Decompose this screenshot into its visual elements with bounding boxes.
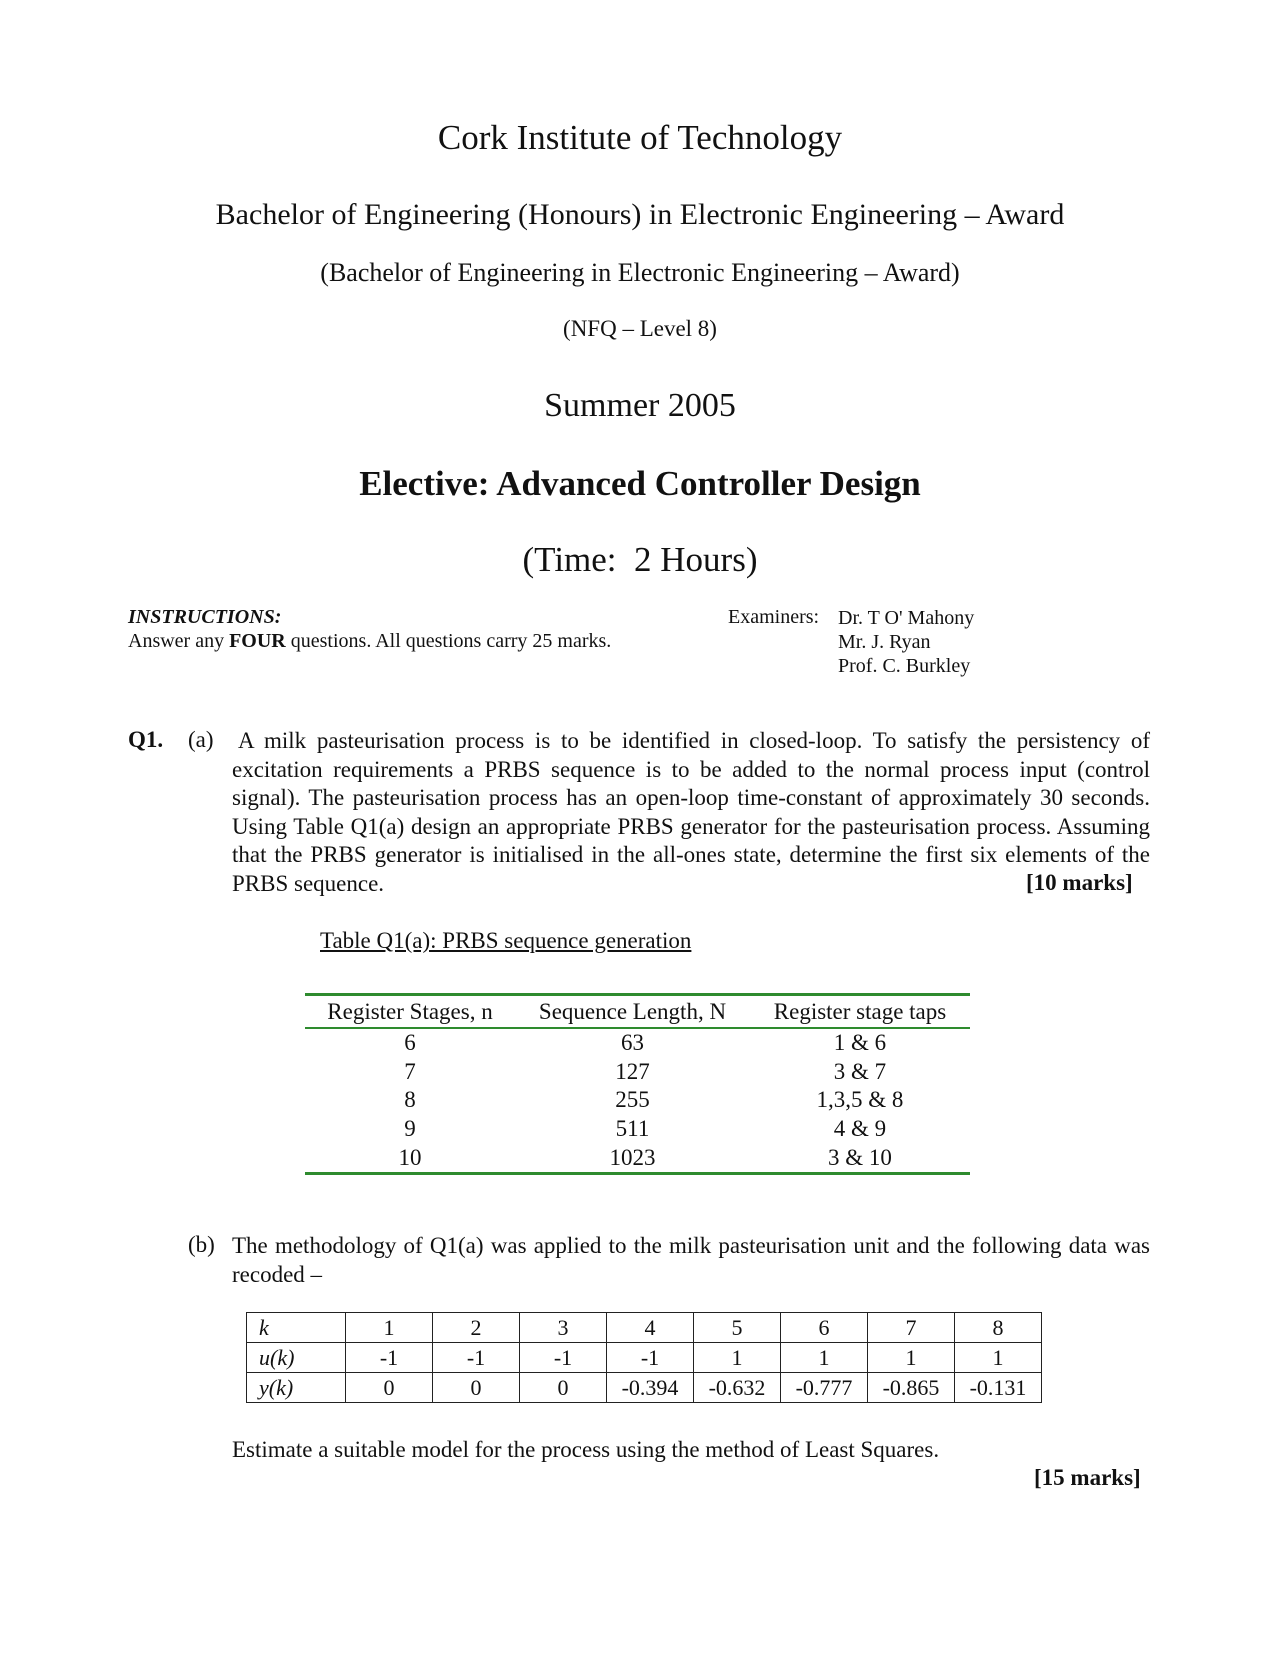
prbs-table: [305, 993, 970, 1175]
part-b-label: (b): [188, 1232, 215, 1257]
data-cell: 0: [433, 1373, 520, 1403]
instructions-text-bold: FOUR: [229, 630, 286, 652]
data-cell: 0: [346, 1373, 433, 1403]
question-label: Q1.: [128, 727, 164, 752]
part-a-body: A milk pasteurisation process is to be identified in closed-loop. To satisfy the persistency of excitation requirements a PRBS sequence is to be added to the normal process input (control signal). The pasteurisation process has an open-loop time-constant of approximately 30 seconds. Using Table Q1(a) design an appropriate PRBS generator for the pasteurisation process. Assuming that the PRBS generator is initialised in the all-ones state, determine the first six elements of the PRBS sequence.: [232, 728, 1150, 896]
prbs-cell: 3 & 10: [750, 1143, 970, 1173]
examiner-name: Mr. J. Ryan: [838, 631, 931, 653]
row-label-k: k: [247, 1313, 346, 1343]
part-a-marks: [10 marks]: [1026, 870, 1133, 895]
data-cell: -0.131: [955, 1373, 1042, 1403]
data-cell: 1: [868, 1343, 955, 1373]
examiners-list: [838, 606, 974, 678]
examiner-name: Prof. C. Burkley: [838, 655, 971, 677]
data-cell: 1: [955, 1343, 1042, 1373]
subject-title: Elective: Advanced Controller Design: [359, 464, 921, 503]
data-cell: -0.394: [607, 1373, 694, 1403]
part-b-marks: [15 marks]: [1034, 1465, 1141, 1490]
prbs-cell: 6: [404, 1030, 416, 1056]
table-row: [247, 1313, 1042, 1343]
instructions-text: [128, 630, 611, 653]
instructions-text-post: questions. All questions carry 25 marks.: [285, 630, 612, 652]
prbs-cell: 127: [615, 1058, 650, 1084]
data-cell: 5: [694, 1313, 781, 1343]
data-cell: 6: [781, 1313, 868, 1343]
data-cell: 1: [346, 1313, 433, 1343]
prbs-cell: 9: [404, 1116, 416, 1142]
row-label-y: y(k): [247, 1373, 346, 1403]
table-row: [247, 1373, 1042, 1403]
data-cell: 1: [781, 1343, 868, 1373]
data-cell: -0.865: [868, 1373, 955, 1403]
prbs-cell: 255: [615, 1087, 650, 1113]
table-row: [247, 1343, 1042, 1373]
nfq-level: (NFQ – Level 8): [563, 316, 717, 341]
degree-alt: (Bachelor of Engineering in Electronic Engineering – Award): [320, 258, 960, 287]
prbs-cell: 8: [404, 1087, 416, 1113]
part-b-text: The methodology of Q1(a) was applied to the milk pasteurisation unit and the following data was recoded –: [232, 1233, 1150, 1287]
table-row: [305, 1115, 970, 1144]
degree-title: Bachelor of Engineering (Honours) in Electronic Engineering – Award: [215, 198, 1065, 231]
part-a-label: (a): [188, 727, 214, 752]
prbs-header-row: [305, 995, 970, 1029]
prbs-cell: 63: [621, 1030, 644, 1056]
part-b-closing: Estimate a suitable model for the process using the method of Least Squares.: [232, 1437, 940, 1462]
examiners-label: Examiners:: [728, 606, 820, 628]
prbs-header-stages: Register Stages, n: [305, 995, 515, 1029]
data-cell: 4: [607, 1313, 694, 1343]
prbs-cell: 1,3,5 & 8: [816, 1087, 904, 1113]
data-cell: -1: [607, 1343, 694, 1373]
data-cell: -1: [520, 1343, 607, 1373]
data-cell: 7: [868, 1313, 955, 1343]
prbs-header-taps: Register stage taps: [750, 995, 970, 1029]
table-row: [305, 1143, 970, 1173]
table-row: [305, 1028, 970, 1058]
data-cell: -0.632: [694, 1373, 781, 1403]
data-cell: 1: [694, 1343, 781, 1373]
row-label-u: u(k): [247, 1343, 346, 1373]
table-row: [305, 1058, 970, 1087]
data-cell: 0: [520, 1373, 607, 1403]
prbs-cell: 1023: [515, 1143, 750, 1173]
examiner-name: Dr. T O' Mahony: [838, 607, 975, 629]
data-cell: 8: [955, 1313, 1042, 1343]
part-a-text: [232, 727, 1150, 898]
prbs-cell: 10: [305, 1143, 515, 1173]
institute-title: Cork Institute of Technology: [437, 118, 843, 157]
prbs-cell: 1 & 6: [833, 1030, 887, 1056]
exam-session: Summer 2005: [544, 387, 736, 424]
instructions-text-pre: Answer any: [128, 630, 230, 652]
data-cell: -1: [433, 1343, 520, 1373]
data-table: [246, 1312, 1042, 1403]
prbs-cell: 511: [615, 1116, 650, 1142]
instructions-heading: INSTRUCTIONS:: [128, 606, 282, 628]
data-cell: 3: [520, 1313, 607, 1343]
data-cell: -0.777: [781, 1373, 868, 1403]
table-row: [305, 1086, 970, 1115]
data-cell: -1: [346, 1343, 433, 1373]
table-caption: Table Q1(a): PRBS sequence generation: [320, 928, 692, 953]
prbs-cell: 4 & 9: [833, 1116, 887, 1142]
exam-duration: (Time: 2 Hours): [522, 540, 758, 579]
prbs-header-length: Sequence Length, N: [515, 995, 750, 1029]
prbs-cell: 7: [404, 1058, 416, 1084]
data-cell: 2: [433, 1313, 520, 1343]
prbs-cell: 3 & 7: [833, 1058, 887, 1084]
